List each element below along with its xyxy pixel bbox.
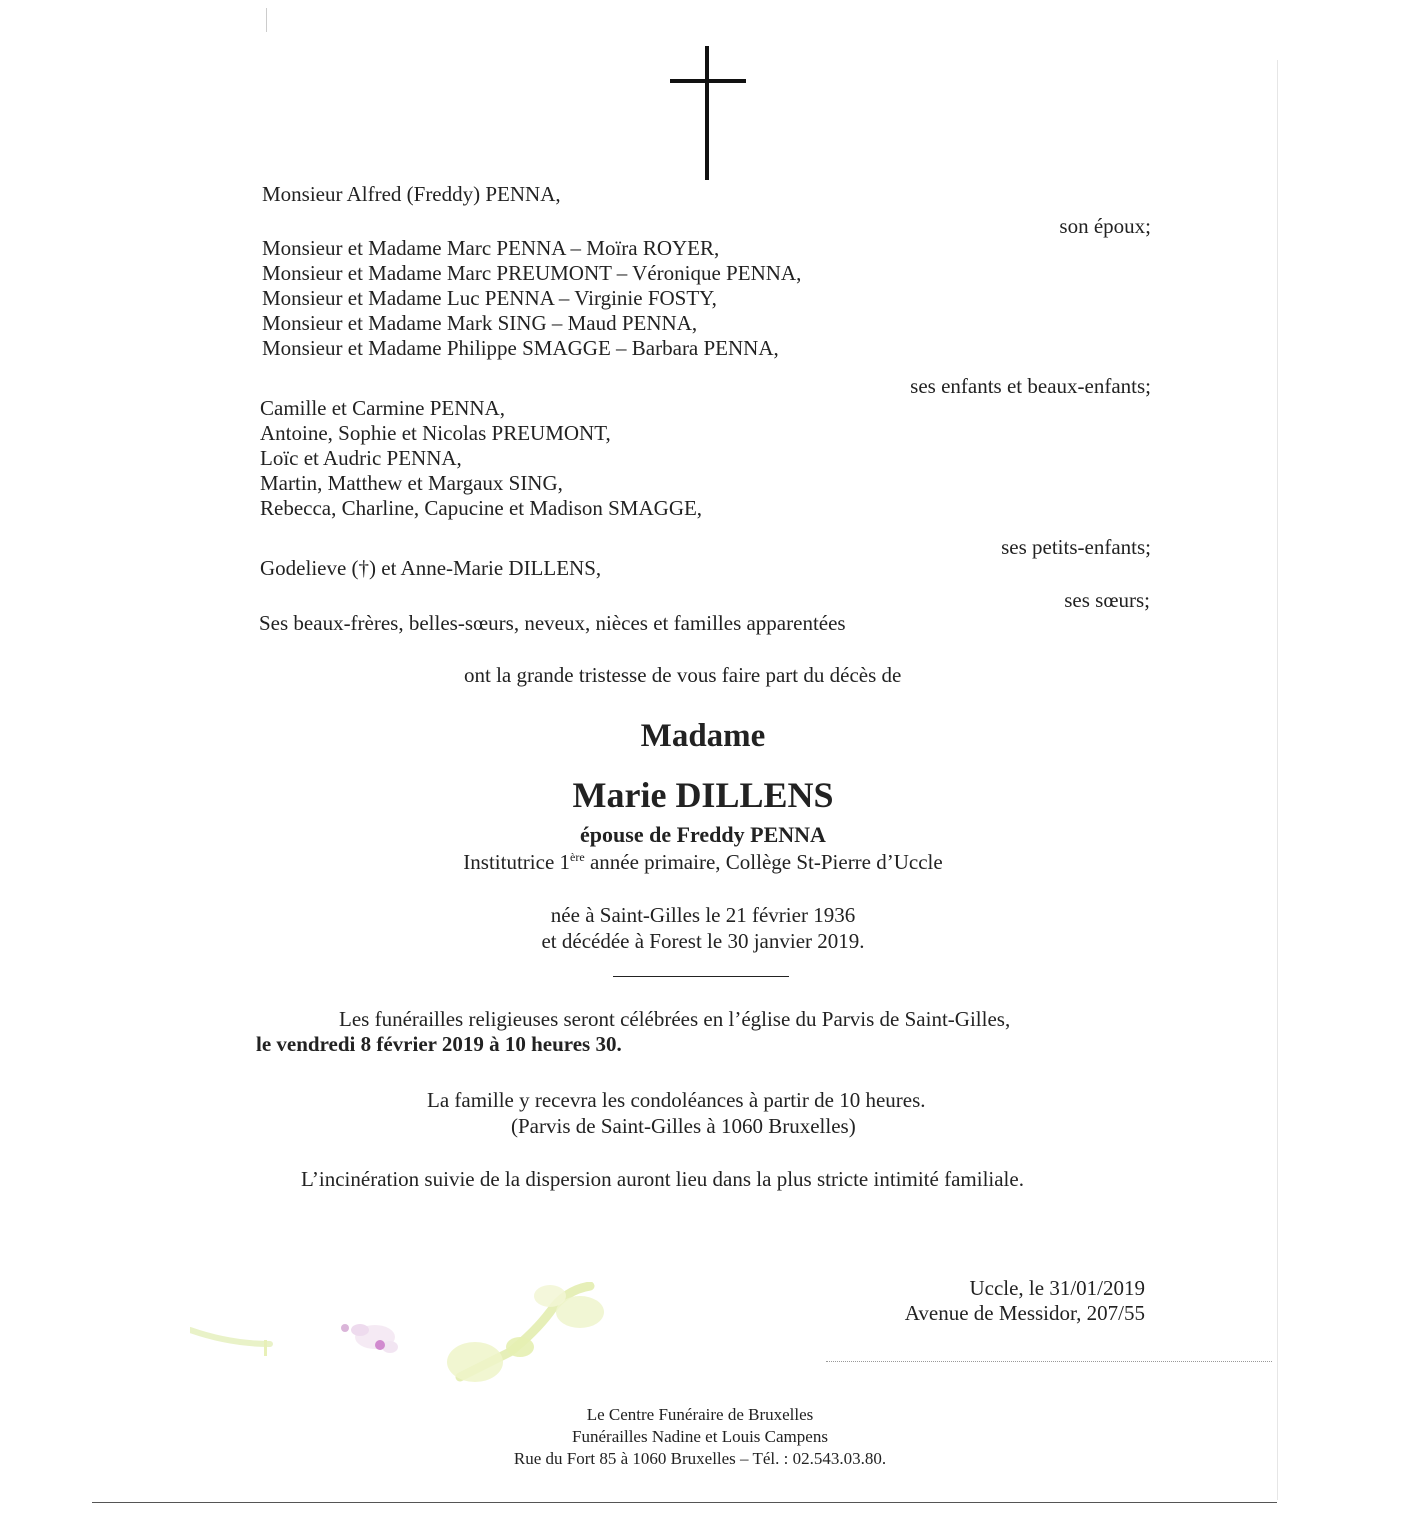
announcement-text: ont la grande tristesse de vous faire part du décès de	[464, 663, 902, 687]
extended-family: Ses beaux-frères, belles-sœurs, neveux, nièces et familles apparentées	[259, 611, 846, 635]
cross-icon	[670, 46, 746, 180]
sisters-names: Godelieve (†) et Anne-Marie DILLENS,	[260, 556, 602, 580]
condolences-address: (Parvis de Saint-Gilles à 1060 Bruxelles)	[511, 1114, 856, 1138]
occupation-prefix: Institutrice 1	[463, 850, 571, 874]
signature-address: Avenue de Messidor, 207/55	[904, 1301, 1145, 1325]
funeral-home-owners: Funérailles Nadine et Louis Campens	[572, 1427, 828, 1446]
deceased-title: Madame	[640, 718, 766, 754]
occupation-superscript: ère	[570, 850, 585, 864]
separator-line	[613, 976, 789, 977]
spouse-relation: son époux;	[1059, 214, 1151, 238]
list-item: Monsieur et Madame Marc PREUMONT – Véronique PENNA,	[262, 261, 802, 285]
list-item: Monsieur et Madame Luc PENNA – Virginie FOSTY,	[262, 286, 717, 310]
occupation-suffix: année primaire, Collège St-Pierre d’Uccle	[584, 850, 943, 874]
deceased-name: Marie DILLENS	[572, 775, 834, 815]
children-list	[262, 236, 801, 361]
deceased-spouse: épouse de Freddy PENNA	[580, 822, 826, 847]
list-item: Rebecca, Charline, Capucine et Madison SMAGGE,	[260, 496, 703, 520]
condolences-text: La famille y recevra les condoléances à partir de 10 heures.	[427, 1088, 926, 1112]
list-item: Monsieur et Madame Philippe SMAGGE – Barbara PENNA,	[262, 336, 779, 360]
sisters-relation: ses sœurs;	[1064, 588, 1150, 612]
orchid-decoration-icon	[190, 1282, 630, 1392]
funeral-ceremony: Les funérailles religieuses seront célébrées en l’église du Parvis de Saint-Gilles,	[339, 1007, 1011, 1031]
list-item: Monsieur et Madame Marc PENNA – Moïra ROYER,	[262, 236, 720, 260]
list-item: Loïc et Audric PENNA,	[260, 446, 462, 470]
funeral-home-name: Le Centre Funéraire de Bruxelles	[586, 1405, 814, 1424]
cremation-text: L’incinération suivie de la dispersion auront lieu dans la plus stricte intimité familiale.	[301, 1167, 1024, 1191]
list-item: Monsieur et Madame Mark SING – Maud PENNA,	[262, 311, 698, 335]
list-item: Camille et Carmine PENNA,	[260, 396, 505, 420]
list-item: Antoine, Sophie et Nicolas PREUMONT,	[260, 421, 611, 445]
list-item: Martin, Matthew et Margaux SING,	[260, 471, 563, 495]
children-relation: ses enfants et beaux-enfants;	[910, 374, 1151, 398]
spouse-name: Monsieur Alfred (Freddy) PENNA,	[262, 182, 561, 206]
death-line: et décédée à Forest le 30 janvier 2019.	[541, 929, 865, 953]
signature-place-date: Uccle, le 31/01/2019	[969, 1276, 1145, 1300]
scan-bottom-line	[92, 1502, 1277, 1503]
funeral-date: le vendredi 8 février 2019 à 10 heures 30.	[256, 1032, 622, 1056]
scan-edge-top-left	[266, 8, 267, 32]
grandchildren-list	[260, 396, 702, 521]
deceased-occupation	[0, 850, 1406, 875]
grandchildren-relation: ses petits-enfants;	[1001, 535, 1151, 559]
funeral-home-contact: Rue du Fort 85 à 1060 Bruxelles – Tél. : 02.543.03.80.	[513, 1449, 887, 1468]
birth-line: née à Saint-Gilles le 21 février 1936	[550, 903, 856, 927]
dotted-line	[826, 1361, 1272, 1362]
